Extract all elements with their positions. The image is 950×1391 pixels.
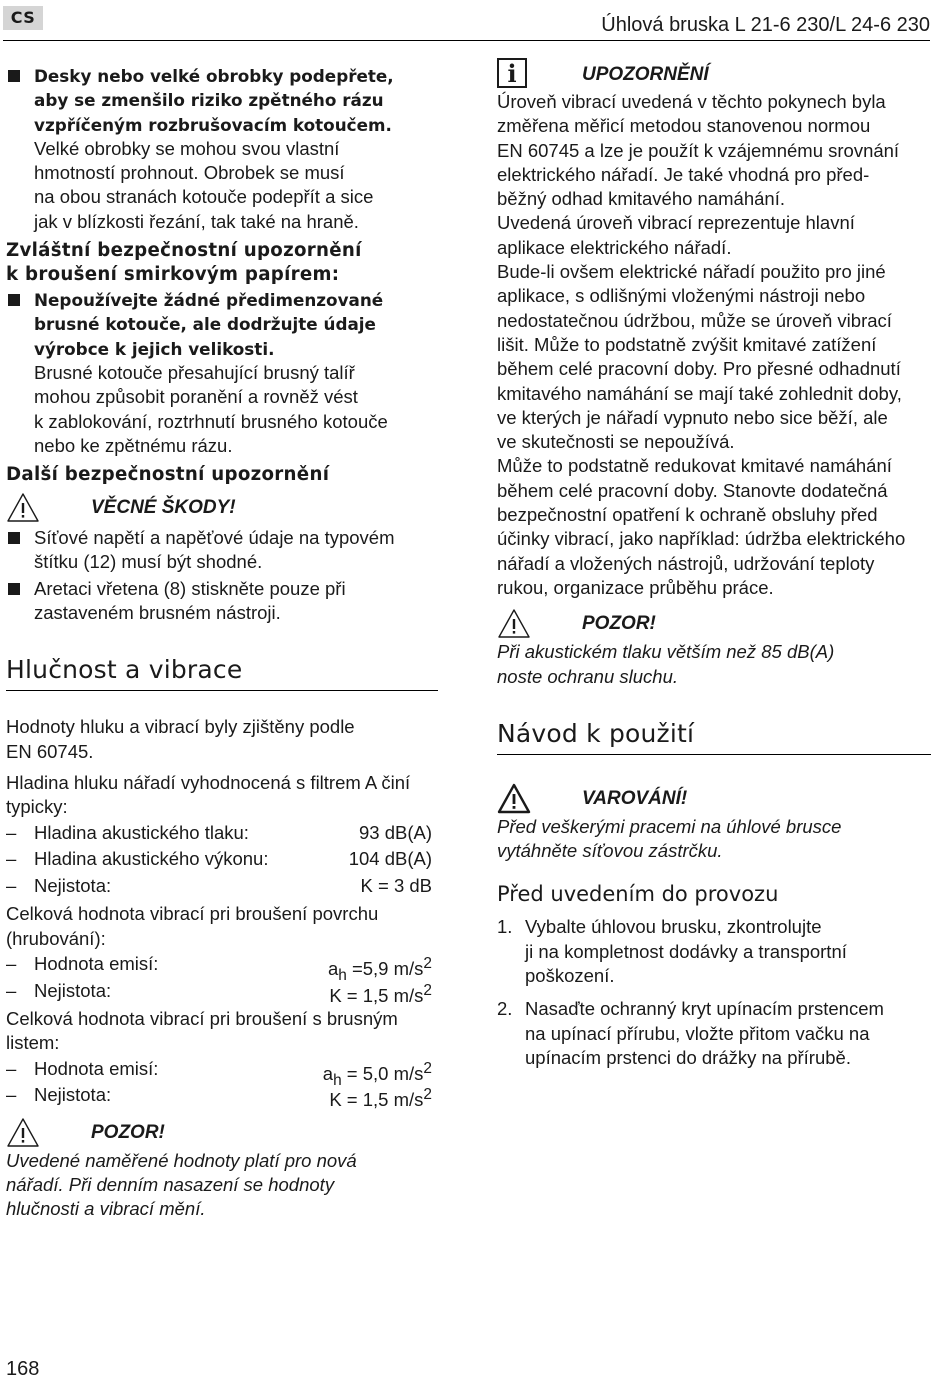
vibration-surface-list	[6, 951, 438, 1004]
list-item: – Nejistota: K = 3 dB	[6, 873, 438, 900]
list-item: 1. Vybalte úhlovou brusku, zkontrolujte ji na kompletnost dodávky a transportní poškození.	[497, 916, 847, 987]
paragraph-vibration-sanding: Celková hodnota vibrací pri broušení s brusným listem:	[6, 1008, 398, 1054]
info-icon: i	[497, 58, 527, 88]
warning-triangle-icon	[497, 783, 531, 815]
list-item: – Hodnota emisí: $a_h =5,9$ $m/s^2$	[6, 951, 438, 978]
noise-values-list	[6, 820, 438, 900]
notice-label: UPOZORNĚNÍ	[582, 64, 709, 85]
bullet-lead: Desky nebo velké obrobky podepřete, aby se zmenšilo riziko zpětného rázu vzpříčeným rozbrušovacím kotoučem.	[34, 66, 394, 135]
section-title-noise: Hlučnost a vibrace	[6, 655, 243, 685]
page-header	[0, 0, 950, 44]
paragraph-unplug: Před veškerými pracemi na úhlové brusce vytáhněte síťovou zástrčku.	[497, 815, 842, 862]
paragraph-vibration-info: Úroveň vibrací uvedená v těchto pokynech byla změřena měřicí metodou stanovenou normou EN 60745 a lze je použít k vzájemnému srovnání elektrického nářadí. Je také vhodná pro před- běžný odhad kmitavého namáhání. Uvedená úroveň vibrací reprezentuje hlavní aplikace elektrického nářadí. Bude-li ovšem elektrické nářadí použito pro jiné aplikace, s odlišnými vloženými nástroji nebo nedostatečnou údržbou, může se úroveň vibrací lišit. Může to podstatně zvýšit kmitavé zatížení během celé pracovní doby. Pro přesné odhadnutí kmitavého namáhání se mají také zohlednit doby, ve kterých je nářadí vypnuto nebo sice běží, ale ve skutečnosti se nepoužívá. Může to podstatně redukovat kmitavé namáhání během celé pracovní doby. Stanovte dodatečná bezpečnostní opatření k ochraně obsluhy před účinky vibrací, jako například: údržba elektrického nářadí a vložených nástrojů, udržování teploty rukou, organizace průběhu práce.	[497, 91, 906, 598]
notice-warning-unplug	[497, 781, 931, 815]
list-item: – Nejistota: K = 1,5 $m/s^2$	[6, 1082, 438, 1109]
subsection-title-before-start: Před uvedením do provozu	[497, 882, 779, 907]
list-item: – Nejistota: K = 1,5 $m/s^2$	[6, 978, 438, 1005]
steps-list	[497, 915, 931, 1070]
bullet-body: Brusné kotouče přesahující brusný talíř mohou způsobit poranění a rovněž vést k zablokování, roztrhnutí brusného kotouče nebo ke zpětnému rázu.	[34, 361, 388, 456]
paragraph-vibration-surface: Celková hodnota vibrací pri broušení povrchu (hrubování):	[6, 903, 379, 949]
right-column	[497, 58, 931, 1070]
notice-label: POZOR!	[91, 1121, 165, 1143]
language-tag: CS	[3, 6, 43, 30]
heading-other-safety: Další bezpečnostní upozornění	[6, 464, 330, 486]
notice-caution-values	[6, 1115, 438, 1149]
list-item: – Hladina akustického tlaku: 93 dB(A)	[6, 820, 438, 847]
paragraph-noise-level: Hladina hluku nářadí vyhodnocená s filtrem A činí typicky:	[6, 771, 411, 818]
section-divider	[497, 754, 931, 755]
page-number: 168	[6, 1358, 40, 1380]
heading-sanding-safety: Zvláštní bezpečnostní upozornění k broušení smirkovým papírem:	[6, 240, 362, 286]
notice-info	[497, 58, 931, 92]
bullet-support-workpieces	[6, 64, 438, 234]
paragraph-hearing-protection: Při akustickém tlaku větším než 85 dB(A) noste ochranu sluchu.	[497, 641, 835, 687]
list-item: – Hladina akustického výkonu: 104 dB(A)	[6, 846, 438, 873]
bullet-voltage: Síťové napětí a napěťové údaje na typovém štítku (12) musí být shodné.	[6, 526, 438, 575]
bullet-spindle-lock: Aretaci vřetena (8) stiskněte pouze při zastaveném brusném nástroji.	[6, 577, 438, 626]
vibration-sanding-list	[6, 1056, 438, 1109]
list-item: 2. Nasaďte ochranný kryt upínacím prstencem na upínací přírubu, vložte přitom vačku na upínacím prstenci do drážky na přírubě.	[497, 998, 884, 1068]
header-divider	[3, 40, 930, 41]
list-item: – Hodnota emisí: $a_h = 5,0$ $m/s^2$	[6, 1056, 438, 1083]
bullet-body: Velké obrobky se mohou svou vlastní hmotností prohnout. Obrobek se musí na obou stranách kotouče podepřít a sice jak v blízkosti řezání, tak také na hraně.	[34, 137, 374, 232]
paragraph-caution-values: Uvedené naměřené hodnoty platí pro nová nářadí. Při denním nasazení se hodnoty hlučnosti a vibrací mění.	[6, 1149, 357, 1220]
notice-caution-hearing	[497, 606, 931, 640]
bullet-oversized-discs	[6, 288, 438, 458]
notice-label: VĚCNÉ ŠKODY!	[91, 497, 236, 519]
warning-triangle-icon	[6, 492, 40, 524]
notice-label: POZOR!	[582, 613, 656, 635]
document-title: Úhlová bruska L 21-6 230/L 24-6 230	[601, 14, 930, 36]
paragraph-noise-standard: Hodnoty hluku a vibrací byly zjištěny podle EN 60745.	[6, 716, 355, 762]
section-title-usage: Návod k použití	[497, 718, 695, 748]
section-divider	[6, 690, 438, 691]
bullet-lead: Nepoužívejte žádné předimenzované brusné kotouče, ale dodržujte údaje výrobce k jejich velikosti.	[34, 290, 384, 359]
warning-triangle-icon	[6, 1117, 40, 1149]
warning-triangle-icon	[497, 608, 531, 640]
notice-property-damage	[6, 490, 438, 524]
notice-label: VAROVÁNÍ!	[582, 787, 688, 809]
left-column	[6, 64, 438, 1222]
